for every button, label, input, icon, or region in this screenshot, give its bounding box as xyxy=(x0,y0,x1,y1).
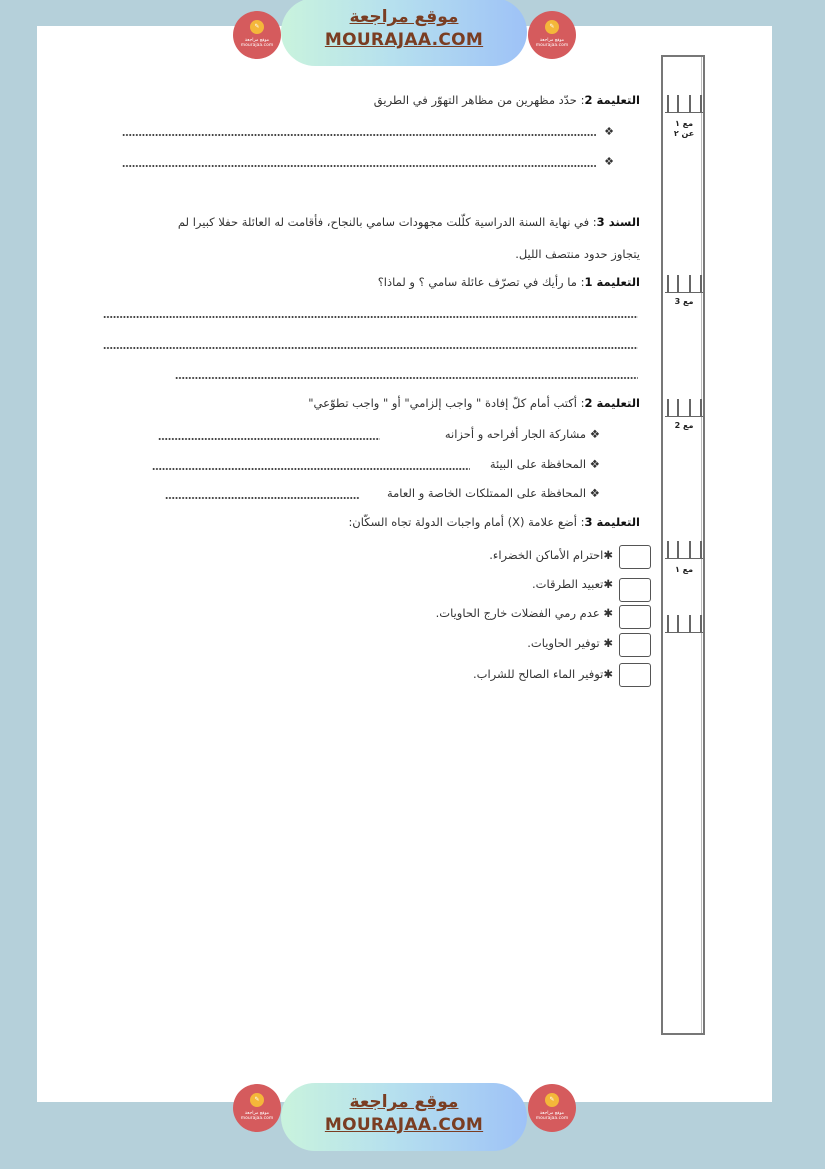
banner-arabic-title: موقع مراجعة xyxy=(349,1092,459,1112)
site-logo-left-bottom[interactable] xyxy=(233,1084,281,1132)
site-banner-bottom[interactable] xyxy=(281,1083,527,1151)
task-2-instruction: التعليمة 2: أكتب أمام كلّ إفادة " واجب إلزامي" أو " واجب تطوّعي" xyxy=(308,396,640,410)
site-logo-right-top[interactable] xyxy=(528,11,576,59)
task-3-item: ✱توفير الماء الصالح للشراب. xyxy=(472,667,613,681)
banner-site-name: MOURAJAA.COM xyxy=(324,30,484,50)
diamond-bullet-icon: ❖ xyxy=(604,125,614,138)
grading-ticks xyxy=(665,541,703,559)
banner-site-name: MOURAJAA.COM xyxy=(324,1115,484,1135)
task-3-checkbox[interactable] xyxy=(619,633,651,657)
situation-text-line-1: السند 3: في نهاية السنة الدراسية كلّلت مجهودات سامي بالنجاح، فأقامت له العائلة حفلا كبيرا لم xyxy=(177,215,640,229)
answer-line[interactable] xyxy=(165,497,360,499)
situation-text-line-2: يتجاوز حدود منتصف الليل. xyxy=(515,247,640,261)
task-3-instruction: التعليمة 3: أضع علامة (X) أمام واجبات الدولة تجاه السكّان: xyxy=(348,515,640,529)
grading-margin-column xyxy=(661,55,705,1035)
logo-text: موقع مراجعة mourajaa.com xyxy=(240,1111,274,1121)
grading-ticks xyxy=(665,95,703,113)
site-banner-top[interactable] xyxy=(281,0,527,66)
logo-badge-icon: ✎ xyxy=(545,1093,559,1107)
answer-line[interactable] xyxy=(152,468,470,470)
task-3-item: ✱احترام الأماكن الخضراء. xyxy=(489,548,613,562)
exercise-instruction-2: التعليمة 2: حدّد مظهرين من مظاهر التهوّر في الطريق xyxy=(373,93,640,107)
task-3-checkbox[interactable] xyxy=(619,663,651,687)
task-1-instruction: التعليمة 1: ما رأيك في تصرّف عائلة سامي ؟ و لماذا؟ xyxy=(377,275,640,289)
diamond-bullet-icon: ❖ xyxy=(604,155,614,168)
logo-text: موقع مراجعة mourajaa.com xyxy=(535,1111,569,1121)
grading-ticks xyxy=(665,615,703,633)
task-3-item: ✱ عدم رمي الفضلات خارج الحاويات. xyxy=(435,606,613,620)
task-2-item: ❖ مشاركة الجار أفراحه و أحزانه xyxy=(444,427,600,441)
task-3-checkbox[interactable] xyxy=(619,605,651,629)
grade-mark: مع ١ عن ٢ xyxy=(673,119,695,138)
grade-mark: مع 2 xyxy=(674,421,694,430)
task-2-item: ❖ المحافظة على الممتلكات الخاصة و العامة xyxy=(386,486,600,500)
grade-mark: مع 3 xyxy=(674,297,694,306)
logo-badge-icon: ✎ xyxy=(250,20,264,34)
logo-badge-icon: ✎ xyxy=(250,1093,264,1107)
task-2-item: ❖ المحافظة على البيئة xyxy=(489,457,600,471)
logo-text: موقع مراجعة mourajaa.com xyxy=(240,38,274,48)
answer-line[interactable] xyxy=(122,165,596,167)
logo-badge-icon: ✎ xyxy=(545,20,559,34)
answer-line[interactable] xyxy=(103,316,638,318)
task-3-item: ✱تعبيد الطرقات. xyxy=(532,577,613,591)
grading-ticks xyxy=(665,275,703,293)
task-3-item: ✱ توفير الحاويات. xyxy=(527,636,613,650)
logo-text: موقع مراجعة mourajaa.com xyxy=(535,38,569,48)
answer-line[interactable] xyxy=(122,134,596,136)
answer-line[interactable] xyxy=(103,347,638,349)
site-logo-left-top[interactable] xyxy=(233,11,281,59)
answer-line[interactable] xyxy=(175,377,638,379)
site-logo-right-bottom[interactable] xyxy=(528,1084,576,1132)
answer-line[interactable] xyxy=(158,438,380,440)
grading-ticks xyxy=(665,399,703,417)
grade-mark: مع ١ xyxy=(674,565,694,574)
banner-arabic-title: موقع مراجعة xyxy=(349,7,459,27)
task-3-checkbox[interactable] xyxy=(619,578,651,602)
task-3-checkbox[interactable] xyxy=(619,545,651,569)
